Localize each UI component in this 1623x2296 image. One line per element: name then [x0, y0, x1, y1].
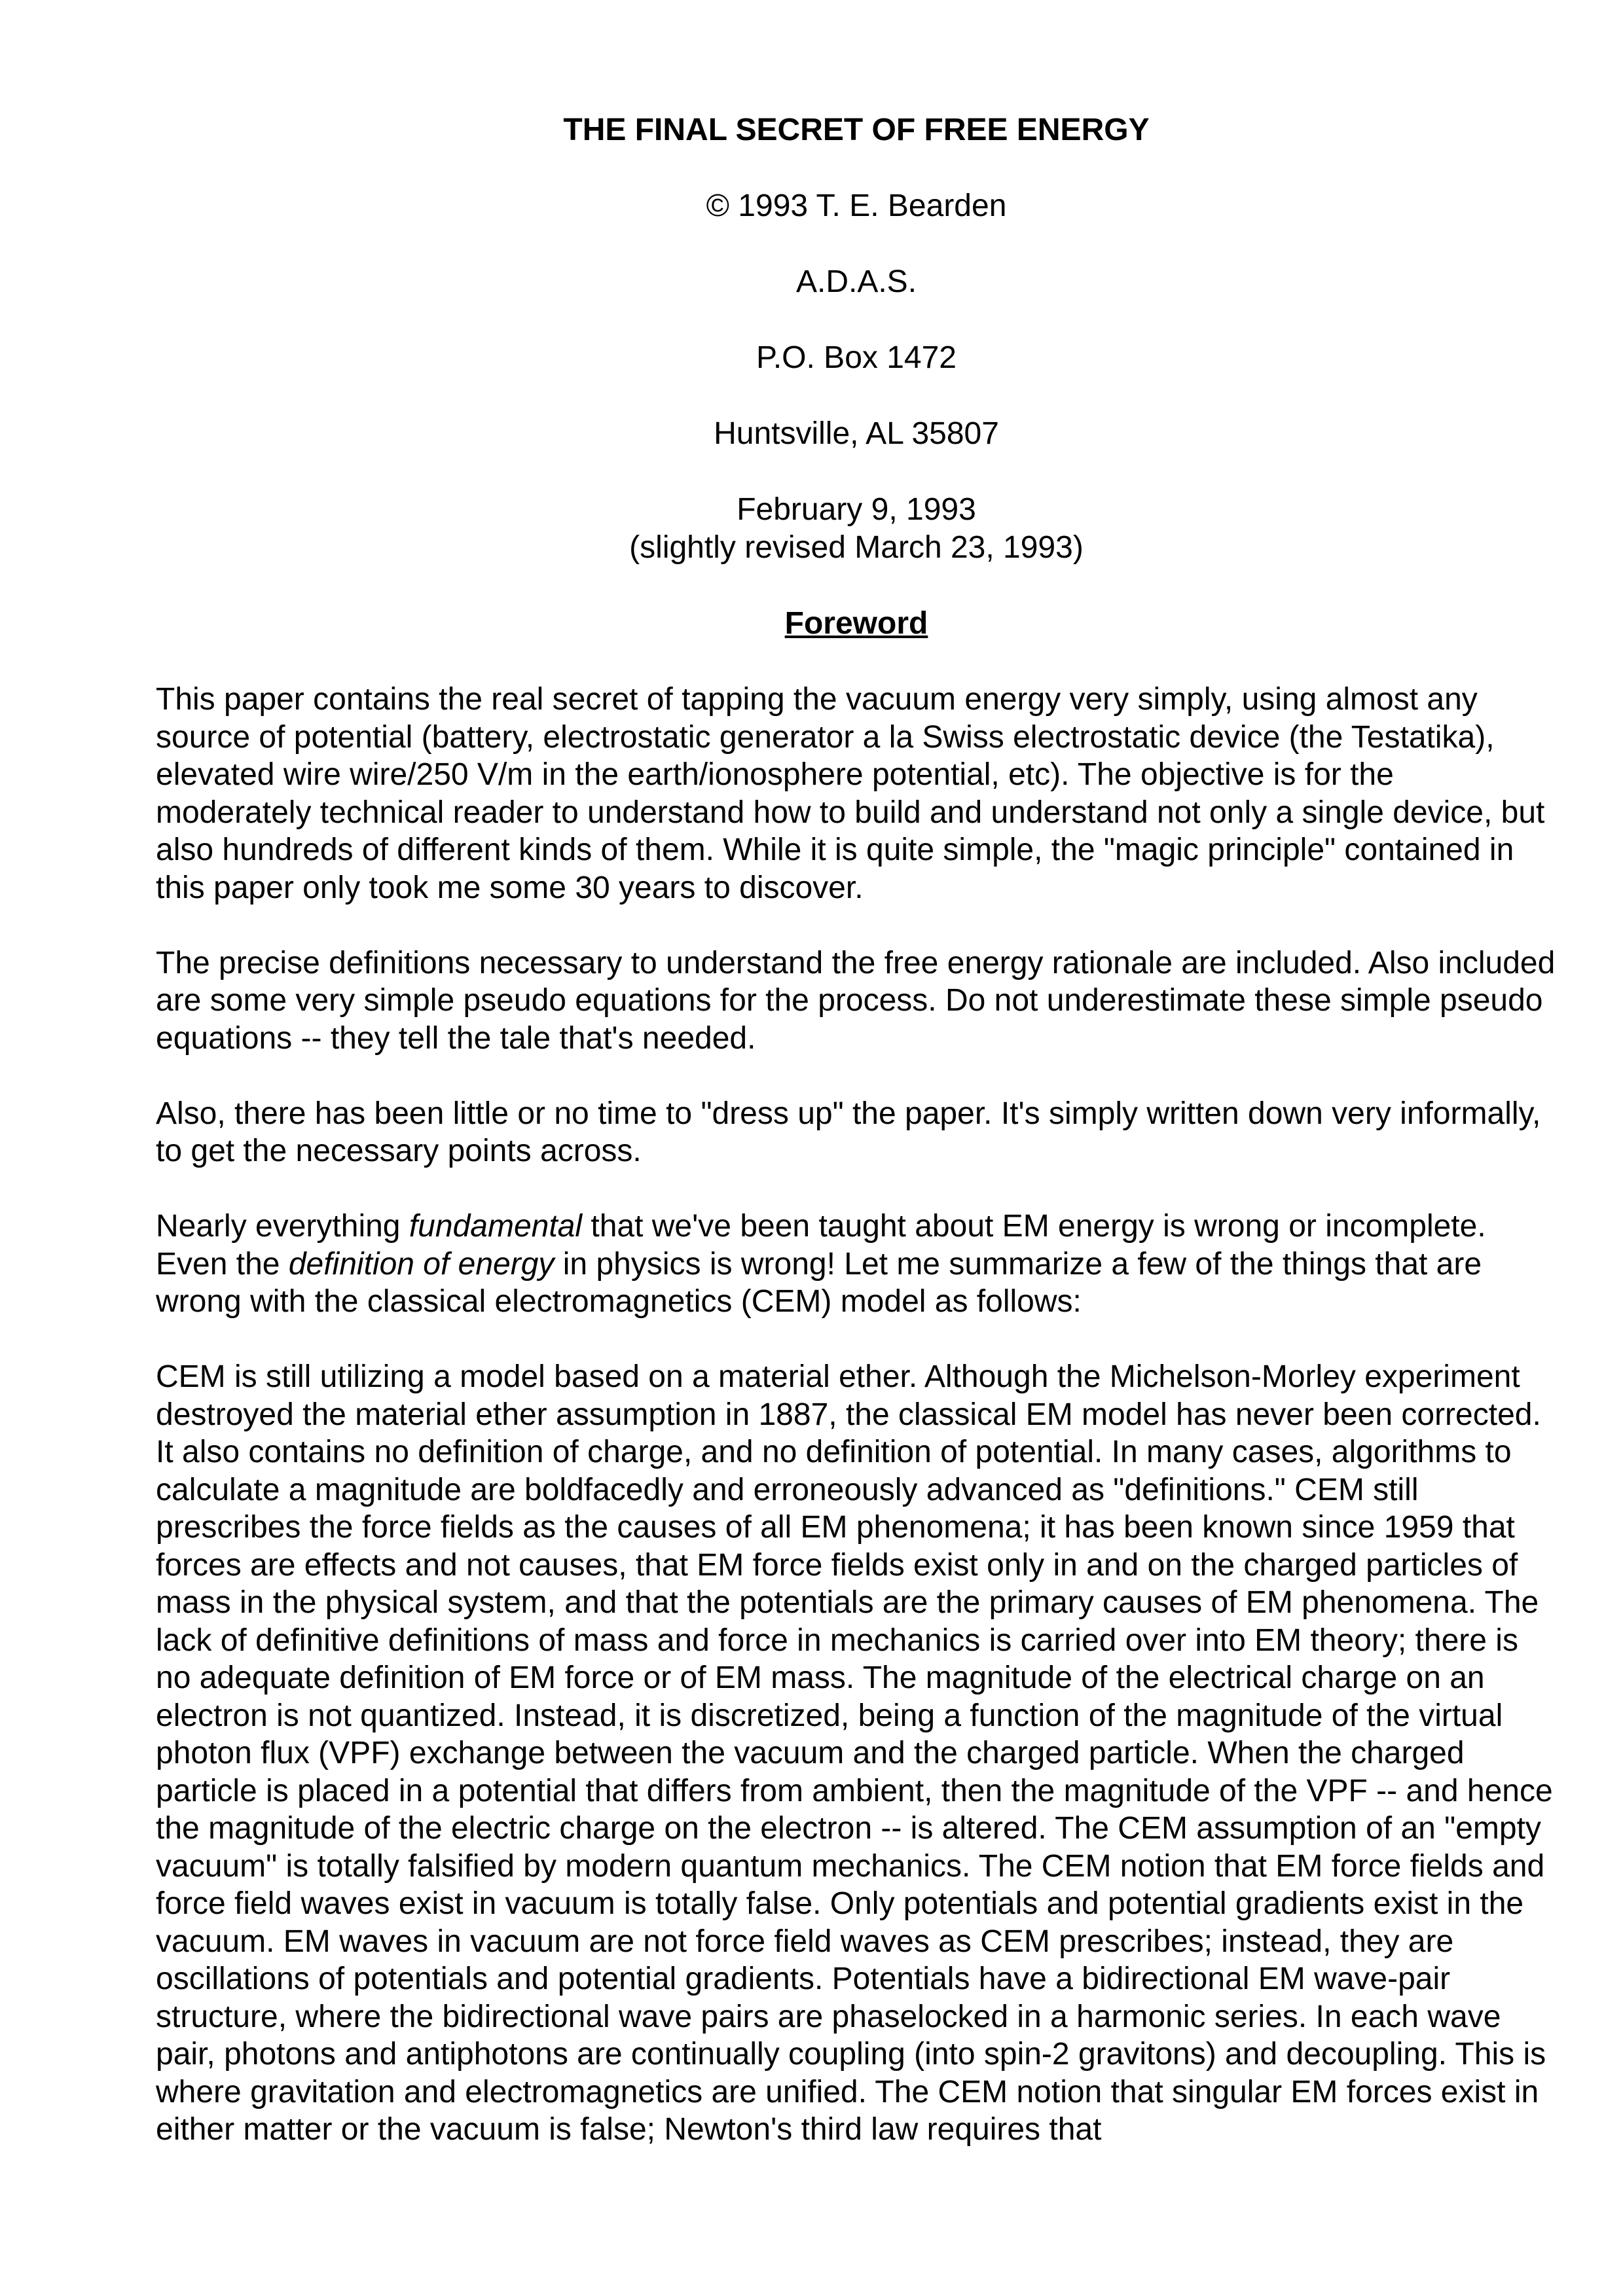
date-line: February 9, 1993: [737, 492, 976, 527]
document-page: [156, 111, 1557, 2149]
document-body: [156, 681, 1557, 2149]
paragraph-5: CEM is still utilizing a model based on a material ether. Although the Michelson-Morley experiment destroyed the material ether assumption in 1887, the classical EM model has never been corrected. It also contains no definition of charge, and no definition of potential. In many cases, algorithms to calculate a magnitude are boldfacedly and erroneously advanced as "definitions." CEM still prescribes the force fields as the causes of all EM phenomena; it has been known since 1959 that forces are effects and not causes, that EM force fields exist only in and on the charged particles of mass in the physical system, and that the potentials are the primary causes of EM phenomena. The lack of definitive definitions of mass and force in mechanics is carried over into EM theory; there is no adequate definition of EM force or of EM mass. The magnitude of the electrical charge on an electron is not quantized. Instead, it is discretized, being a function of the magnitude of the virtual photon flux (VPF) exchange between the vacuum and the charged particle. When the charged particle is placed in a potential that differs from ambient, then the magnitude of the VPF -- and hence the magnitude of the electric charge on the electron -- is altered. The CEM assumption of an "empty vacuum" is totally falsified by modern quantum mechanics. The CEM notion that EM force fields and force field waves exist in vacuum is totally false. Only potentials and potential gradients exist in the vacuum. EM waves in vacuum are not force field waves as CEM prescribes; instead, they are oscillations of potentials and potential gradients. Potentials have a bidirectional EM wave-pair structure, where the bidirectional wave pairs are phaselocked in a harmonic series. In each wave pair, photons and antiphotons are continually coupling (into spin-2 gravitons) and decoupling. This is where gravitation and electromagnetics are unified. The CEM notion that singular EM forces exist in either matter or the vacuum is false; Newton's third law requires that: [156, 1359, 1553, 2147]
organization-line: A.D.A.S.: [795, 264, 917, 299]
emphasis-fundamental: fundamental: [409, 1209, 583, 1244]
paragraph-3: Also, there has been little or no time to "dress up" the paper. It's simply written down very informally, to get the necessary points across.: [156, 1096, 1541, 1168]
address-line: P.O. Box 1472: [756, 340, 957, 375]
paragraph-4: [156, 1208, 1557, 1321]
emphasis-definition-of-energy: definition of energy: [288, 1246, 555, 1282]
paragraph-4-text-c: in physics is wrong! Let me summarize a few of the things that are wrong with the classical electromagnetics (CEM) model as follows:: [156, 1246, 1482, 1319]
city-line: Huntsville, AL 35807: [714, 416, 999, 451]
foreword-heading: Foreword: [784, 606, 928, 641]
paragraph-2: The precise definitions necessary to understand the free energy rationale are included. Also included are some very simple pseudo equations for the process. Do not underestimate these simple pseudo equations -- they tell the tale that's needed.: [156, 945, 1556, 1056]
paragraph-4-text-b: that we've been taught about EM energy is wrong or incomplete. Even the: [156, 1209, 1486, 1282]
document-title: THE FINAL SECRET OF FREE ENERGY: [563, 113, 1150, 147]
copyright-line: © 1993 T. E. Bearden: [706, 188, 1007, 223]
paragraph-1: This paper contains the real secret of tapping the vacuum energy very simply, using almost any source of potential (battery, electrostatic generator a la Swiss electrostatic device (the Testatika), elevated wire wire/250 V/m in the earth/ionosphere potential, etc). The objective is for the moderately technical reader to understand how to build and understand not only a single device, but also hundreds of different kinds of them. While it is quite simple, the "magic principle" contained in this paper only took me some 30 years to discover.: [156, 682, 1545, 905]
revision-line: (slightly revised March 23, 1993): [629, 530, 1084, 565]
paragraph-4-text-a: Nearly everything: [156, 1209, 409, 1244]
document-header: [156, 111, 1557, 567]
